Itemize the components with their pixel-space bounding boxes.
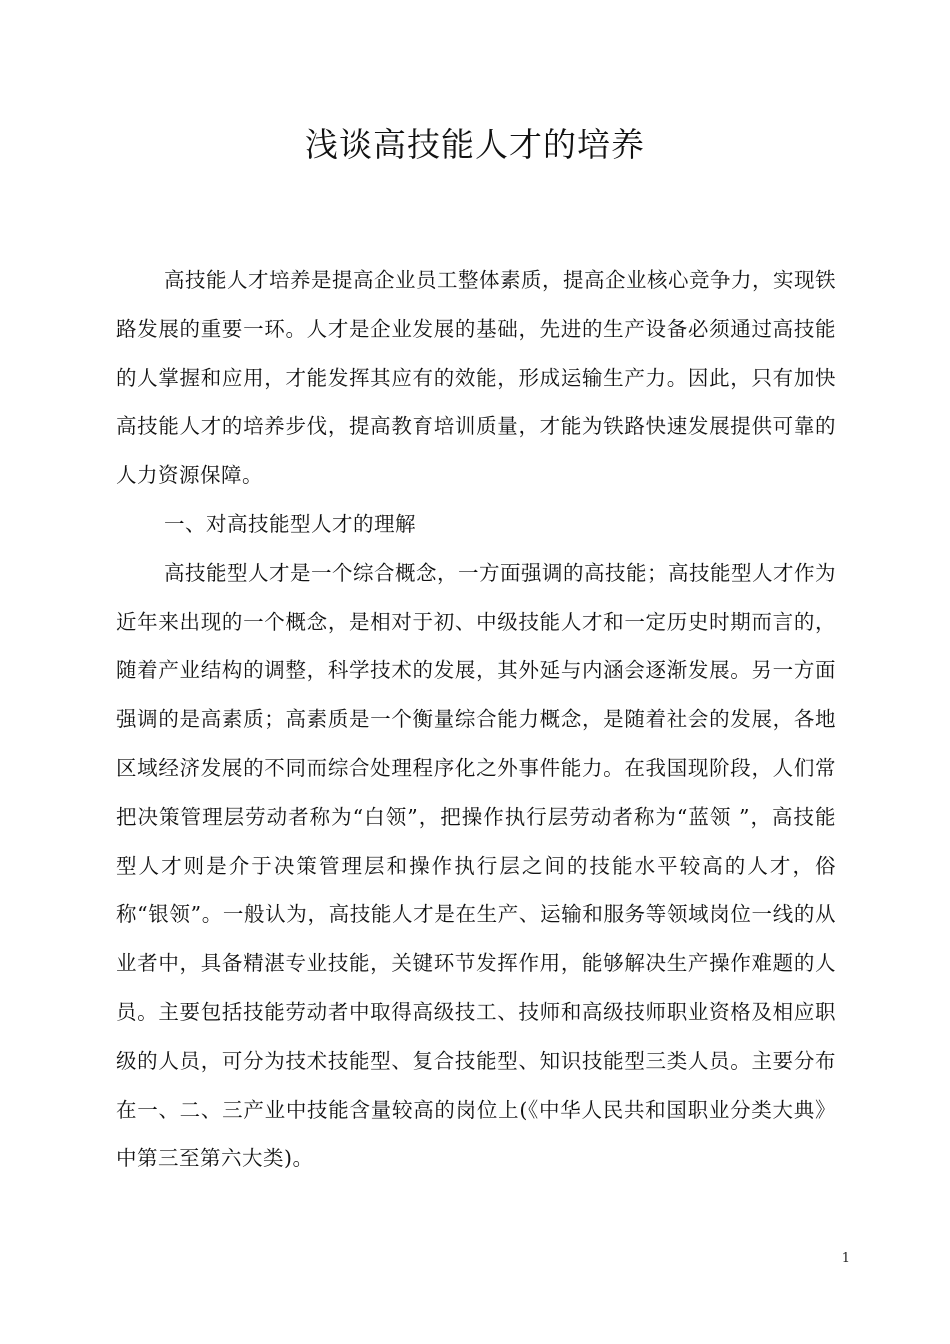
section-heading: 一、对高技能型人才的理解	[164, 511, 416, 536]
intro-paragraph: 高技能人才培养是提高企业员工整体素质，提高企业核心竞争力，实现铁路发展的重要一环。人才是企业发展的基础，先进的生产设备必须通过高技能的人掌握和应用，才能发挥其应有的效能，形成运输生产力。因此，只有加快高技能人才的培养步伐，提高教育培训质量，才能为铁路快速发展提供可靠的人力资源保障。	[116, 268, 836, 488]
section-paragraph: 高技能型人才是一个综合概念，一方面强调的高技能；高技能型人才作为近年来出现的一个概念，是相对于初、中级技能人才和一定历史时期而言的，随着产业结构的调整，科学技术的发展，其外延与内涵会逐渐发展。另一方面强调的是高素质；高素质是一个衡量综合能力概念，是随着社会的发展，各地区域经济发展的不同而综合处理程序化之外事件能力。在我国现阶段，人们常把决策管理层劳动者称为“白领”，把操作执行层劳动者称为“蓝领 ”，高技能型人才则是介于决策管理层和操作执行层之间的技能水平较高的人才，俗称“银领”。一般认为，高技能人才是在生产、运输和服务等领域岗位一线的从业者中，具备精湛专业技能，关键环节发挥作用，能够解决生产操作难题的人员。主要包括技能劳动者中取得高级技工、技师和高级技师职业资格及相应职级的人员，可分为技术技能型、复合技能型、知识技能型三类人员。主要分布在一、二、三产业中技能含量较高的岗位上(《中华人民共和国职业分类大典》中第三至第六大类)。	[116, 560, 836, 1171]
document-body	[116, 256, 836, 1183]
document-title: 浅谈高技能人才的培养	[305, 125, 645, 164]
page-number: 1	[841, 1251, 850, 1266]
